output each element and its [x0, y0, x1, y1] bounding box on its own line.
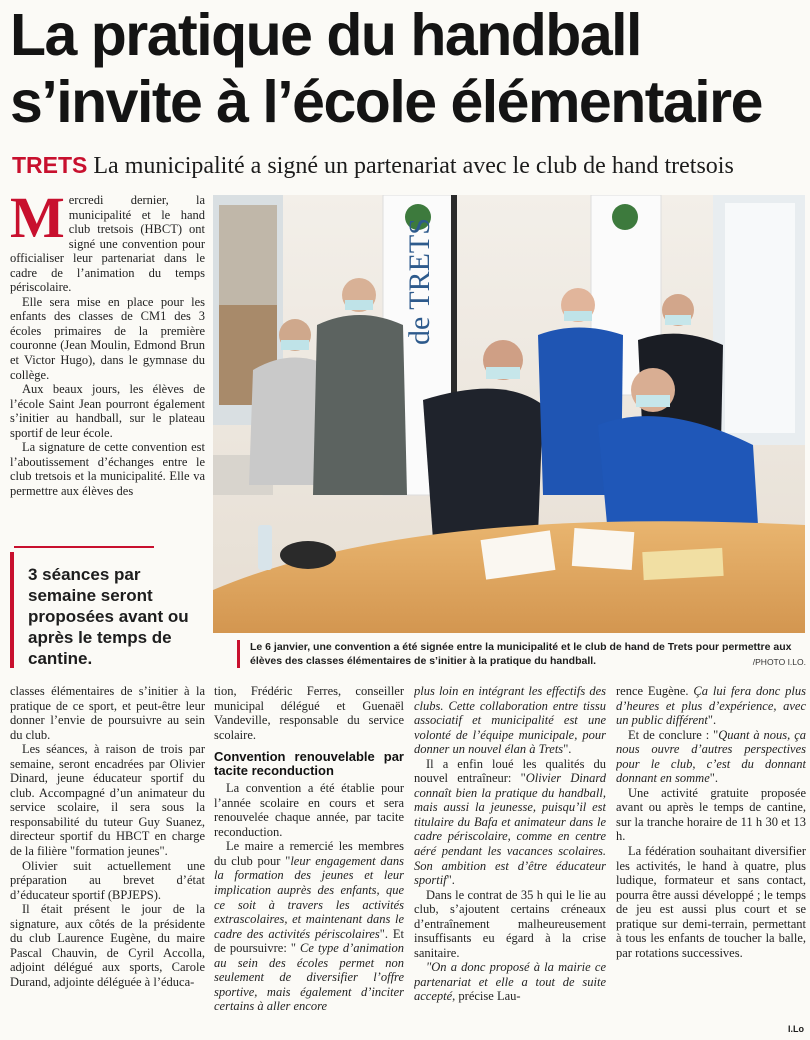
pull-quote-rule: [14, 546, 154, 548]
signing-ceremony-photo: [213, 195, 805, 633]
paragraph: "On a donc proposé à la mairie ce partenariat et elle a tout de suite accepté, précise Lau-: [414, 960, 606, 1004]
paragraph: tion, Frédéric Ferres, conseiller municipal délégué et Guenaël Vandeville, responsable du service scolaire.: [214, 684, 404, 742]
author-signature: I.Lo: [788, 1024, 804, 1034]
location-kicker: TRETS: [12, 152, 88, 178]
paragraph: Le maire a remercié les membres du club pour "leur engagement dans la formation des jeunes et leur implication auprès des enfants, que ce soit à travers les activités extrascolaires, et maintenant dans le cadre des activités périscolaires". Et de poursuivre: " Ce type d’animation au sein des écoles permet non seulement de diversifier l’offre sportive, mais également d’inciter certains à aller encore: [214, 839, 404, 1014]
article-column-1-continued: [10, 684, 205, 1034]
article-photo: [213, 195, 805, 633]
article-column-2: [214, 684, 404, 1034]
paragraph: Elle sera mise en place pour les enfants des classes de CM1 des 3 écoles primaires de la première couronne (Jean Moulin, Edmond Brun et Victor Hugo), dans le gymnase du collège.: [10, 294, 205, 382]
banner-text: de TRETS: [403, 218, 436, 345]
pull-quote: [10, 552, 205, 668]
paragraph: plus loin en intégrant les effectifs des clubs. Cette collaboration entre tissu associatif et municipalité est une volonté de l’équipe municipale, pour donner un nouvel élan à Trets".: [414, 684, 606, 757]
paragraph: Dans le contrat de 35 h qui le lie au club, s’ajoutent certains créneaux d’entraînement malheureusement insuffisants eu égard à la crise sanitaire.: [414, 887, 606, 960]
article-column-3: [414, 684, 606, 1034]
article-column-4: [616, 684, 806, 1024]
photo-caption: Le 6 janvier, une convention a été signée entre la municipalité et le club de hand de Trets pour permettre aux élèves des classes élémentaires de s’initier à la pratique du handball.: [237, 640, 797, 668]
paragraph: La convention a été établie pour l’année scolaire en cours et sera renouvelée chaque année, par tacite reconduction.: [214, 781, 404, 839]
paragraph: La signature de cette convention est l’aboutissement d’échanges entre le club tretsois et la municipalité. Elle va permettre aux élèves des: [10, 440, 205, 498]
subheadline: [12, 150, 802, 181]
section-heading: Convention renouvelable par tacite reconduction: [214, 749, 404, 779]
paragraph: Il a enfin loué les qualités du nouvel entraîneur: "Olivier Dinard connaît bien la pratique du handball, mais aussi la jeunesse, puisqu’il est titulaire du Bafa et animateur dans le cadre périscolaire, comme en centre aéré pendant les vacances scolaires. Son ambition est d’être éducateur sportif".: [414, 756, 606, 888]
headline: [10, 2, 805, 136]
paragraph: Et de conclure : "Quant à nous, ça nous ouvre d’autres perspectives pour le club, c’est du donnant donnant en somme".: [616, 727, 806, 786]
drop-cap: M: [10, 193, 65, 250]
paragraph: Une activité gratuite proposée avant ou après le temps de cantine, sur la tranche horaire de 11 h 30 et 13 h.: [616, 785, 806, 844]
paragraph: La fédération souhaitant diversifier les activités, le hand à quatre, plus ludique, formateur et sans contact, pourra être aussi développé ; le temps de jeu est aussi plus court et se pratique sur demi-terrain, permettant à tous les enfants de toucher la balle, par rotations successives.: [616, 844, 806, 960]
paragraph: Aux beaux jours, les élèves de l’école Saint Jean pourront également s’initier au handball, sur le plateau sportif de leur école.: [10, 382, 205, 440]
headline-line-1: La pratique du handball: [10, 2, 641, 68]
paragraph: rence Eugène. Ça lui fera donc plus d’heures et plus d’expérience, avec un public différent".: [616, 684, 806, 728]
article-column-1: [10, 193, 205, 545]
photo-credit: /PHOTO I.LO.: [752, 657, 806, 667]
paragraph: Olivier suit actuellement une préparation au brevet d’état d’éducateur sportif (BPJEPS).: [10, 858, 205, 902]
paragraph: Mercredi dernier, la municipalité et le hand club tretsois (HBCT) ont signé une convention pour officialiser leur partenariat dans le cadre de l’animation du temps périscolaire.: [10, 193, 205, 295]
paragraph: Il était présent le jour de la signature, aux côtés de la présidente du club Laurence Eugène, du maire Pascal Chauvin, de Cyril Accolla, adjoint délégué aux sports, Carole Durand, adjointe déléguée à l’éduca-: [10, 902, 205, 989]
paragraph: classes élémentaires de s’initier à la pratique de ce sport, et peut-être leur donner l’envie de poursuivre au sein du club.: [10, 684, 205, 742]
pull-quote-text: 3 séances par semaine seront proposées avant ou après le temps de cantine.: [28, 565, 189, 668]
paragraph: Les séances, à raison de trois par semaine, seront encadrées par Olivier Dinard, jeune éducateur sportif du club. Accompagné d’un animateur du service scolaire, il sera sous la responsabilité du tuteur Guy Suanez, directeur sportif du HBCT en charge de la filière "formation jeunes".: [10, 742, 205, 859]
subheadline-text: La municipalité a signé un partenariat avec le club de hand tretsois: [93, 153, 734, 179]
headline-line-2: s’invite à l’école élémentaire: [10, 69, 762, 135]
